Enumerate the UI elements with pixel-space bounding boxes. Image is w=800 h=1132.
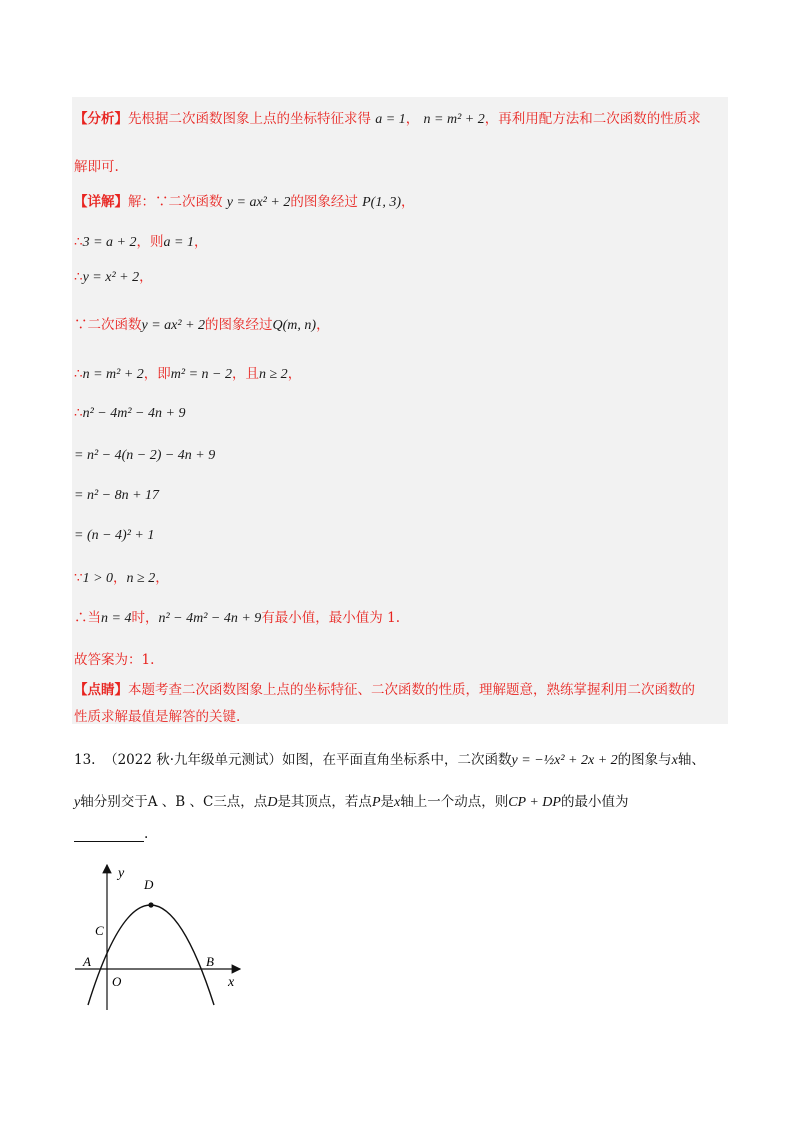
question-line-1: 13. （2022 秋·九年级单元测试）如图，在平面直角坐标系中，二次函数y = −½x² + 2x + 2的图象与x轴、 <box>74 752 705 768</box>
comment-line: 【点睛】本题考查二次函数图象上点的坐标特征、二次函数的性质，理解题意，熟练掌握利用二次函数的 <box>74 682 695 698</box>
analysis-line: 【分析】先根据二次函数图象上点的坐标特征求得 a = 1， n = m² + 2，再利用配方法和二次函数的性质求 <box>74 111 701 127</box>
step-10: ∴当n = 4时，n² − 4m² − 4n + 9有最小值，最小值为 1. <box>74 610 400 626</box>
step-4: ∴n = m² + 2，即m² = n − 2，且n ≥ 2， <box>74 366 302 382</box>
step-3: ∵二次函数y = ax² + 2的图象经过Q(m, n)， <box>74 317 330 333</box>
step-2: ∴y = x² + 2， <box>74 269 153 285</box>
label-x: x <box>228 975 235 990</box>
label-A: A <box>83 954 91 969</box>
parabola-figure <box>70 860 250 1020</box>
comment-line-2: 性质求解最值是解答的关键. <box>74 709 241 725</box>
answer-blank <box>74 827 144 842</box>
label-D: D <box>144 877 154 892</box>
vertex-point <box>148 902 153 907</box>
step-6: = n² − 4(n − 2) − 4n + 9 <box>74 448 216 463</box>
detail-line: 【详解】解：∵二次函数 y = ax² + 2的图象经过 P(1, 3)， <box>74 194 415 210</box>
answer-blank-line: . <box>74 826 148 842</box>
label-B: B <box>206 954 214 969</box>
answer-line: 故答案为：1. <box>74 652 155 668</box>
analysis-line-2: 解即可. <box>74 159 119 175</box>
label-O: O <box>112 974 122 989</box>
label-y: y <box>118 866 125 881</box>
question-line-2: y轴分别交于A 、B 、C三点，点D是其顶点，若点P是x轴上一个动点，则CP + DP的最小值为 <box>74 794 629 810</box>
step-1: ∴3 = a + 2，则a = 1， <box>74 234 208 250</box>
step-7: = n² − 8n + 17 <box>74 488 160 503</box>
step-8: = (n − 4)² + 1 <box>74 528 155 543</box>
step-9: ∵1 > 0，n ≥ 2， <box>74 570 169 586</box>
step-5: ∴n² − 4m² − 4n + 9 <box>74 405 186 421</box>
label-C: C <box>95 923 104 938</box>
